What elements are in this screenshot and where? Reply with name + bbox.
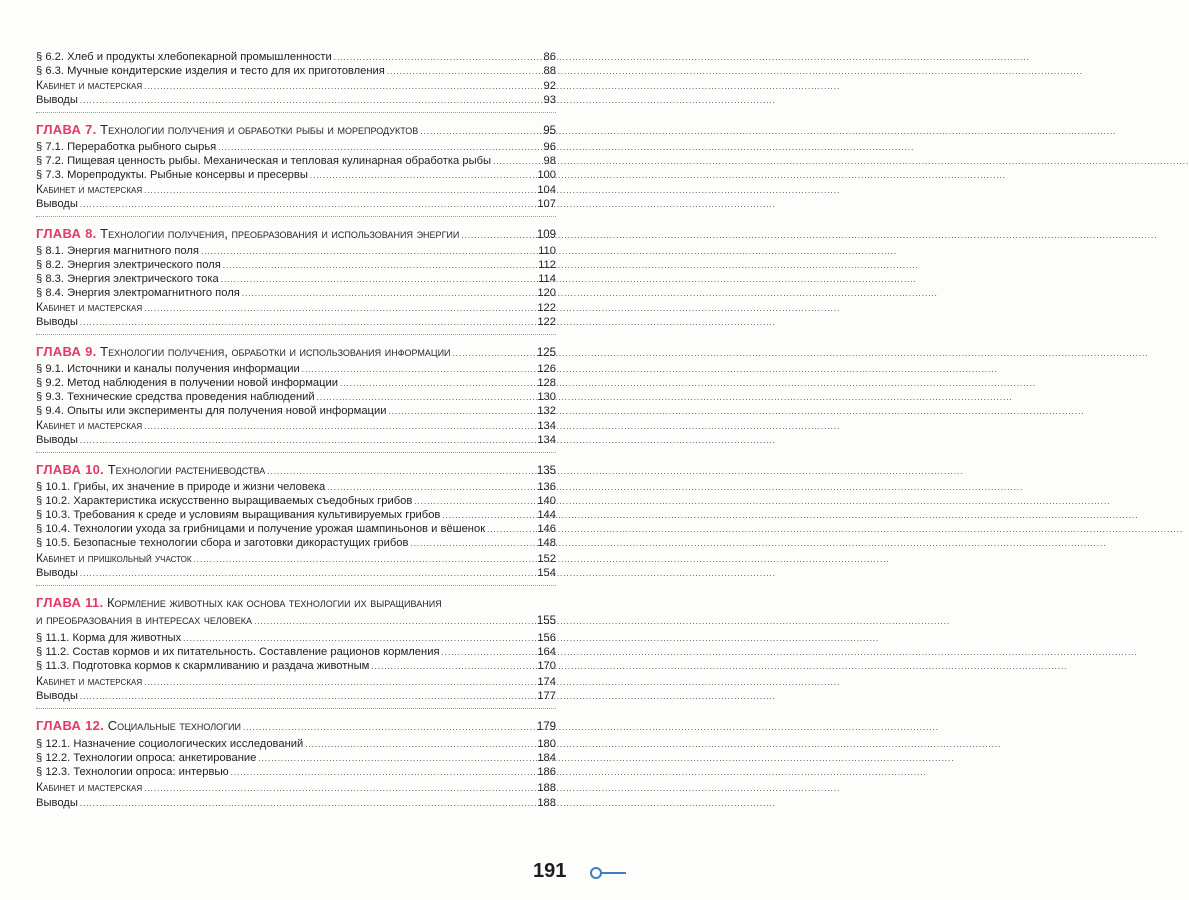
toc-entry-label: Кабинет и мастерская: [36, 182, 143, 196]
chapter-heading-line1[interactable]: [36, 595, 442, 611]
toc-entry-page: 152: [537, 553, 556, 565]
toc-entry-page: 174: [537, 676, 556, 688]
toc-entry-label: § 7.1. Переработка рыбного сырья: [36, 141, 217, 153]
chapter-page: 95: [543, 125, 556, 137]
toc-entry-page: 188: [537, 782, 556, 794]
toc-entry[interactable]: [36, 737, 556, 752]
toc-entry[interactable]: [36, 494, 556, 509]
toc-entry-page: 122: [537, 302, 556, 314]
toc-entry-page: 186: [537, 766, 556, 778]
toc-entry-label: § 6.2. Хлеб и продукты хлебопекарной промышленности: [36, 51, 332, 63]
chapter-title: Социальные технологии: [107, 718, 241, 733]
toc-entry-page: 112: [538, 259, 556, 271]
toc-entry-page: 86: [543, 51, 556, 63]
toc-entry-label: § 9.4. Опыты или эксперименты для получения новой информации: [36, 405, 387, 417]
chapter-title: Технологии растениеводства: [107, 462, 266, 477]
toc-entry[interactable]: [36, 64, 556, 79]
toc-entry[interactable]: [36, 751, 556, 766]
toc-entry-label: § 10.1. Грибы, их значение в природе и жизни человека: [36, 481, 326, 493]
toc-entry-label: § 8.4. Энергия электромагнитного поля: [36, 287, 240, 299]
toc-entry-page: 96: [543, 141, 556, 153]
toc-entry-label: § 9.3. Технические средства проведения наблюдений: [36, 391, 315, 403]
page-marker-line: [600, 872, 626, 874]
toc-entry[interactable]: [36, 480, 556, 495]
toc-entry-page: 156: [537, 632, 556, 644]
chapter-page: 125: [536, 347, 556, 359]
toc-entry-label: § 10.4. Технологии ухода за грибницами и получение урожая шампиньонов и вёшенок: [36, 523, 486, 535]
toc-entry[interactable]: [36, 362, 556, 377]
toc-entry[interactable]: [36, 390, 556, 405]
section-divider: [36, 585, 556, 586]
section-divider: [36, 334, 556, 335]
chapter-heading[interactable]: [36, 122, 556, 140]
toc-entry-label: § 8.3. Энергия электрического тока: [36, 273, 219, 285]
toc-entry-label: § 12.1. Назначение социологических исследований: [36, 738, 304, 750]
toc-entry-label: § 12.3. Технологии опроса: интервью: [36, 766, 229, 778]
toc-entry-page: 92: [543, 80, 556, 92]
toc-entry[interactable]: [36, 765, 556, 780]
toc-entry[interactable]: [36, 536, 556, 551]
chapter-label: ГЛАВА 11.: [36, 595, 104, 610]
toc-entry[interactable]: [36, 78, 556, 94]
toc-entry-page: 146: [537, 523, 556, 535]
toc-entry-label: Кабинет и мастерская: [36, 78, 143, 92]
toc-entry-label: § 7.2. Пищевая ценность рыбы. Механическая и тепловая кулинарная обработка рыбы: [36, 155, 492, 167]
toc-entry-page: 154: [537, 567, 556, 579]
toc-entry[interactable]: [36, 551, 556, 567]
toc-entry-label: Выводы: [36, 198, 78, 210]
toc-entry-page: 122: [537, 316, 556, 328]
toc-entry[interactable]: [36, 404, 556, 419]
chapter-title: Кормление животных как основа технологии их выращивания: [106, 595, 442, 610]
toc-entry-page: 104: [537, 184, 556, 196]
chapter-page: 109: [536, 229, 556, 241]
toc-entry-label: § 11.2. Состав кормов и их питательность. Составление рационов кормления: [36, 646, 440, 658]
chapter-label: ГЛАВА 7.: [36, 122, 97, 137]
toc-entry[interactable]: [36, 182, 556, 198]
chapter-label: ГЛАВА 10.: [36, 462, 105, 477]
toc-entry-label: § 10.5. Безопасные технологии сбора и заготовки дикорастущих грибов: [36, 537, 409, 549]
chapter-heading[interactable]: [36, 226, 556, 244]
toc-entry-label: § 10.2. Характеристика искусственно выращиваемых съедобных грибов: [36, 495, 413, 507]
toc-entry-page: 144: [537, 509, 556, 521]
toc-entry-page: 140: [537, 495, 556, 507]
toc-entry[interactable]: [36, 433, 556, 448]
toc-entry[interactable]: [36, 93, 556, 108]
toc-entry-label: Кабинет и мастерская: [36, 300, 143, 314]
toc-entry-page: 148: [537, 537, 556, 549]
toc-entry-page: 136: [537, 481, 556, 493]
toc-entry-page: 114: [538, 273, 556, 285]
toc-entry-label: § 8.2. Энергия электрического поля: [36, 259, 221, 271]
chapter-heading[interactable]: [36, 612, 556, 630]
toc-entry[interactable]: [36, 796, 556, 811]
section-divider: [36, 708, 556, 709]
toc-entry[interactable]: [36, 300, 556, 316]
toc-entry-page: 134: [537, 434, 556, 446]
toc-entry-page: 164: [537, 646, 556, 658]
section-divider: [36, 112, 556, 113]
toc-entry-page: 98: [543, 155, 556, 167]
toc-entry[interactable]: [36, 689, 556, 704]
toc-entry[interactable]: [36, 674, 556, 690]
toc-entry[interactable]: [36, 286, 556, 301]
toc-entry-label: Выводы: [36, 94, 78, 106]
toc-entry[interactable]: [36, 418, 556, 434]
toc-entry-page: 120: [537, 287, 556, 299]
toc-entry-label: § 6.3. Мучные кондитерские изделия и тесто для их приготовления: [36, 65, 385, 77]
toc-entry[interactable]: [36, 508, 556, 523]
chapter-title: Технологии получения, преобразования и использования энергии: [100, 226, 460, 241]
chapter-heading[interactable]: [36, 344, 556, 362]
chapter-label: ГЛАВА 9.: [36, 344, 97, 359]
toc-entry[interactable]: [36, 168, 556, 183]
chapter-title: Технологии получения, обработки и использования информации: [100, 344, 451, 359]
toc-entry-page: 132: [537, 405, 556, 417]
toc-entry[interactable]: [36, 244, 556, 259]
chapter-heading[interactable]: [36, 718, 556, 736]
toc-entry[interactable]: [36, 522, 556, 537]
toc-entry-label: § 11.1. Корма для животных: [36, 632, 182, 644]
toc-entry-page: 110: [538, 245, 556, 257]
toc-entry[interactable]: [36, 272, 556, 287]
toc-entry-label: Выводы: [36, 690, 78, 702]
section-divider: [36, 216, 556, 217]
toc-entry-page: 107: [537, 198, 556, 210]
toc-entry-label: § 8.1. Энергия магнитного поля: [36, 245, 199, 257]
toc-entry-label: Выводы: [36, 316, 78, 328]
chapter-label: ГЛАВА 12.: [36, 718, 105, 733]
toc-entry-label: Кабинет и пришкольный участок: [36, 551, 192, 565]
toc-entry-page: 184: [537, 752, 556, 764]
section-divider: [36, 452, 556, 453]
toc-entry-page: 88: [543, 65, 556, 77]
toc-entry-label: Выводы: [36, 567, 78, 579]
toc-entry-label: § 9.1. Источники и каналы получения информации: [36, 363, 300, 375]
toc-entry-label: § 7.3. Морепродукты. Рыбные консервы и пресервы: [36, 169, 308, 181]
toc-entry[interactable]: [36, 780, 556, 796]
chapter-heading[interactable]: [36, 462, 556, 480]
toc-entry-label: § 9.2. Метод наблюдения в получении новой информации: [36, 377, 339, 389]
toc-entry-label: § 12.2. Технологии опроса: анкетирование: [36, 752, 257, 764]
toc-entry[interactable]: [36, 631, 556, 646]
toc-entry[interactable]: [36, 659, 556, 674]
toc-entry[interactable]: [36, 154, 556, 169]
chapter-page: 135: [536, 465, 556, 477]
toc-entry[interactable]: [36, 566, 556, 581]
chapter-page: 179: [536, 721, 556, 733]
toc-entry-page: 177: [537, 690, 556, 702]
chapter-title: Технологии получения и обработки рыбы и морепродуктов: [100, 122, 419, 137]
toc-entry-page: 126: [537, 363, 556, 375]
toc-entry-page: 130: [537, 391, 556, 403]
toc-entry-label: Кабинет и мастерская: [36, 418, 143, 432]
toc-entry-label: Выводы: [36, 434, 78, 446]
toc-entry-label: § 11.3. Подготовка кормов к скармливанию и раздача животным: [36, 660, 370, 672]
toc-entry[interactable]: [36, 50, 556, 65]
toc-entry[interactable]: [36, 315, 556, 330]
toc-entry-page: 100: [537, 169, 556, 181]
chapter-label: ГЛАВА 8.: [36, 226, 97, 241]
toc-entry[interactable]: [36, 645, 556, 660]
toc-entry-label: § 10.3. Требования к среде и условиям выращивания культивируемых грибов: [36, 509, 441, 521]
toc-entry-page: 93: [543, 94, 556, 106]
toc-entry-page: 128: [537, 377, 556, 389]
toc-entry[interactable]: [36, 258, 556, 273]
chapter-title-continued: и преобразования в интересах человека: [36, 612, 253, 627]
toc-entry-page: 188: [537, 797, 556, 809]
toc-entry[interactable]: [36, 197, 556, 212]
toc-entry-page: 170: [537, 660, 556, 672]
toc-entry[interactable]: [36, 140, 556, 155]
toc-entry-label: Выводы: [36, 797, 78, 809]
page-number: 191: [533, 860, 567, 882]
toc-entry-page: 134: [537, 420, 556, 432]
toc-entry-page: 180: [537, 738, 556, 750]
toc-entry-label: Кабинет и мастерская: [36, 780, 143, 794]
chapter-page: 155: [536, 615, 556, 627]
toc-entry[interactable]: [36, 376, 556, 391]
toc-entry-label: Кабинет и мастерская: [36, 674, 143, 688]
